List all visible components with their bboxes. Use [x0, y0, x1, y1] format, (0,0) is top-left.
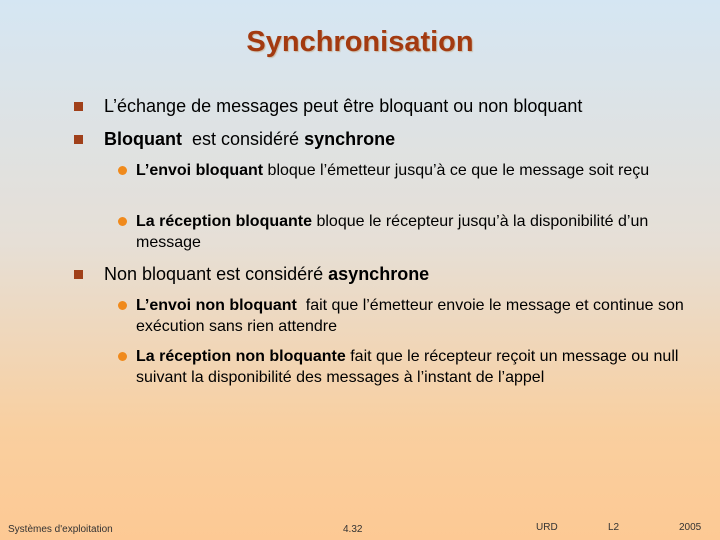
bullet-text: bloque l’émetteur jusqu’à ce que le message soit reçu: [263, 162, 650, 179]
slide-title: Synchronisation: [246, 26, 474, 58]
sub-bullet-1: [136, 160, 686, 181]
square-bullet-icon: [74, 270, 83, 279]
bullet-bold: La réception bloquante: [136, 213, 313, 230]
sub-bullet-2: [136, 211, 686, 253]
footer-org: URD: [536, 522, 558, 533]
bullet-text: est considéré: [211, 264, 329, 284]
bullet-1: [104, 96, 704, 117]
square-bullet-icon: [74, 102, 83, 111]
footer-page-number: 4.32: [343, 524, 363, 535]
footer-course: Systèmes d'exploitation: [8, 524, 113, 535]
round-bullet-icon: [118, 166, 127, 175]
bullet-text: L’échange de messages peut être bloquant ou non bloquant: [104, 96, 583, 116]
bullet-bold: synchrone: [304, 129, 396, 149]
bullet-text: bloque le récepteur jusqu’à la disponibilité d’un message: [136, 213, 649, 251]
bullet-text: fait que le récepteur reçoit un message ou null suivant la disponibilité des messages à l’instant de l’appel: [136, 348, 679, 386]
bullet-bold: L’envoi non bloquant: [136, 297, 297, 314]
bullet-bold: La réception non bloquante: [136, 348, 346, 365]
round-bullet-icon: [118, 352, 127, 361]
bullet-text: Non bloquant: [104, 264, 212, 284]
bullet-text: est considéré: [182, 129, 305, 149]
bullet-3: [104, 264, 704, 285]
square-bullet-icon: [74, 135, 83, 144]
bullet-text: fait que l’émetteur envoie le message et continue son exécution sans rien attendre: [136, 297, 689, 335]
sub-bullet-3: [136, 295, 689, 337]
bullet-bold: L’envoi bloquant: [136, 162, 264, 179]
footer-year: 2005: [679, 522, 702, 533]
bullet-bold: asynchrone: [328, 264, 430, 284]
round-bullet-icon: [118, 301, 127, 310]
sub-bullet-4: [136, 346, 686, 388]
bullet-bold: Bloquant: [104, 129, 182, 149]
bullet-2: [104, 129, 704, 150]
round-bullet-icon: [118, 217, 127, 226]
footer-level: L2: [608, 522, 620, 533]
